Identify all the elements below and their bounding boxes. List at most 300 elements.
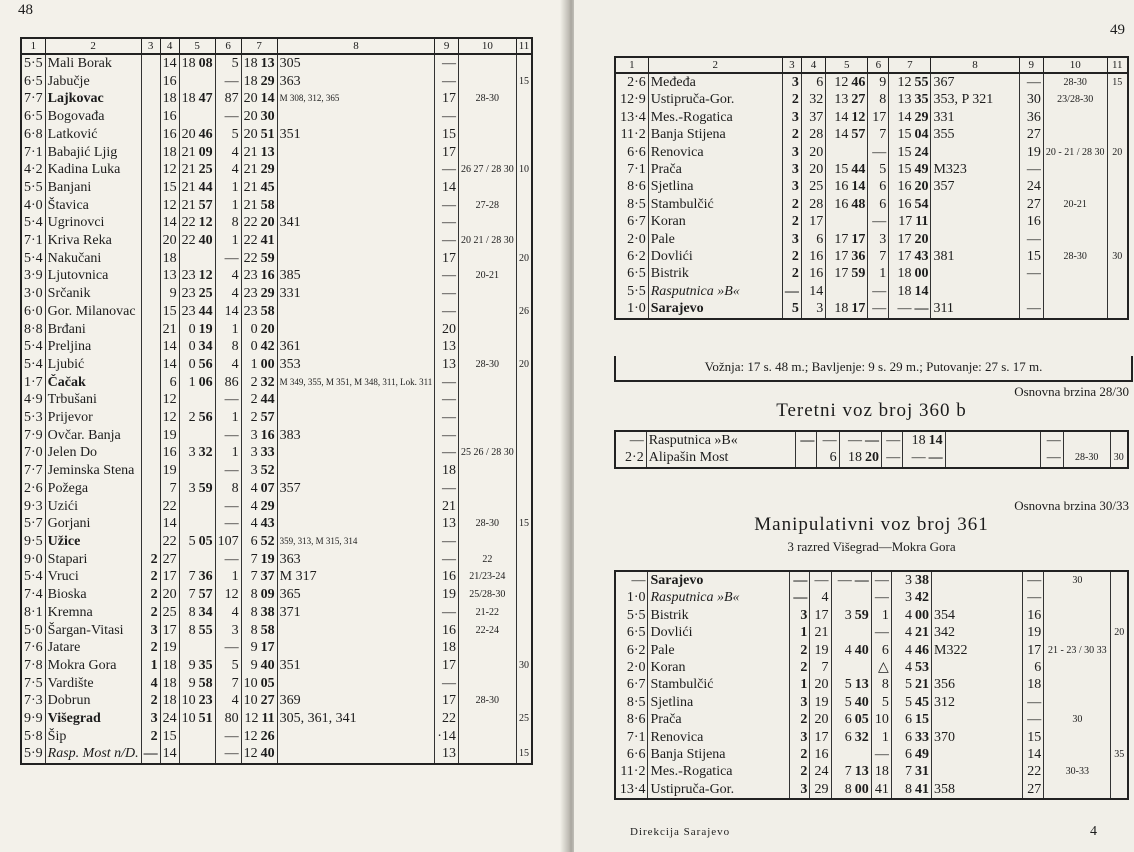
arrival-time	[241, 161, 277, 179]
col9-cell: 17	[1023, 642, 1044, 659]
col3-cell	[141, 391, 160, 409]
time-minutes: 44	[198, 303, 213, 319]
departure-time	[831, 781, 871, 799]
col9-cell: 13	[435, 745, 459, 764]
col9-cell: 24	[1019, 178, 1043, 195]
km-cell: 7·6	[21, 639, 45, 657]
station-name: Užice	[45, 533, 141, 551]
col3-cell	[141, 321, 160, 339]
col9-cell: —	[435, 444, 459, 462]
time-minutes: 19	[198, 321, 213, 337]
time-minutes: 49	[915, 747, 930, 763]
time-minutes: 57	[851, 127, 866, 143]
col10-cell: 28-30	[458, 515, 516, 533]
col6-cell: 8	[215, 338, 241, 356]
table-row	[615, 781, 1128, 799]
col8-cell	[277, 391, 435, 409]
col10-cell: 20-21	[458, 267, 516, 285]
col6-cell: —	[871, 589, 891, 606]
departure-time	[826, 161, 868, 178]
col8-cell	[931, 231, 1019, 248]
col9-cell: —	[1019, 265, 1043, 282]
departure-time	[831, 659, 871, 676]
col10-cell	[458, 73, 516, 91]
col3-cell	[141, 161, 160, 179]
col3-cell	[141, 303, 160, 321]
departure-time	[826, 196, 868, 213]
time-minutes: —	[914, 301, 929, 317]
col10-cell: 25/28-30	[458, 586, 516, 604]
col3-cell: 4	[141, 675, 160, 693]
col3-cell	[141, 462, 160, 480]
time-hour: 14	[897, 109, 912, 125]
col11-cell	[516, 197, 532, 215]
col3-cell: 3	[141, 710, 160, 728]
col3-cell: 2	[790, 746, 810, 763]
arrival-time	[241, 391, 277, 409]
arrival-time	[241, 144, 277, 162]
col11-cell: 25	[516, 710, 532, 728]
arrival-time	[903, 431, 945, 449]
table-row	[21, 533, 532, 551]
km-cell: 7·1	[21, 144, 45, 162]
time-hour: 8	[905, 781, 913, 797]
table-row	[615, 161, 1128, 178]
time-minutes: 42	[260, 339, 275, 355]
table-row	[615, 763, 1128, 780]
time-hour: 20	[243, 126, 258, 142]
time-hour: 9	[188, 657, 196, 673]
time-hour: 4	[905, 660, 913, 676]
col3-cell	[141, 126, 160, 144]
km-cell: 9·3	[21, 498, 45, 516]
table-row	[21, 197, 532, 215]
time-hour: 20	[243, 109, 258, 125]
col10-cell	[1043, 265, 1107, 282]
time-hour: 4	[250, 498, 258, 514]
col10-cell	[1044, 676, 1111, 693]
col4-cell: 7	[160, 480, 179, 498]
col6-cell: —	[215, 462, 241, 480]
time-hour: 4	[905, 607, 913, 623]
col11-cell	[516, 214, 532, 232]
departure-time	[179, 533, 215, 551]
col9-cell: —	[1023, 711, 1044, 728]
time-minutes: 11	[915, 214, 929, 230]
footer-number: 4	[1090, 824, 1098, 839]
time-minutes: 36	[198, 569, 213, 585]
km-cell: 11·2	[615, 763, 648, 780]
col8-cell	[931, 144, 1019, 161]
col6-cell: —	[215, 498, 241, 516]
col8-cell: 358	[932, 781, 1023, 799]
departure-time	[826, 300, 868, 318]
station-name: Dovlići	[648, 248, 782, 265]
col8-cell: 342	[932, 624, 1023, 641]
time-minutes: 20	[914, 231, 929, 247]
col9-cell: —	[1041, 431, 1063, 449]
col8-cell: 351	[277, 126, 435, 144]
arrival-time	[889, 91, 931, 108]
time-minutes: 44	[198, 179, 213, 195]
col3-cell: 2	[141, 604, 160, 622]
arrival-time	[241, 338, 277, 356]
departure-time	[179, 551, 215, 569]
col6-cell: —	[215, 728, 241, 746]
col10-cell	[1044, 659, 1111, 676]
arrival-time	[891, 746, 931, 763]
km-cell: 7·4	[21, 586, 45, 604]
time-hour: 3	[250, 427, 258, 443]
left-page-number: 48	[18, 2, 33, 18]
col6-cell: 7	[215, 675, 241, 693]
col11-cell	[516, 498, 532, 516]
col3-cell	[141, 515, 160, 533]
col3-cell: 2	[790, 642, 810, 659]
col11-cell: 30	[1110, 449, 1128, 467]
col9-cell: 16	[1023, 607, 1044, 624]
time-minutes: 45	[915, 694, 930, 710]
col4-cell: 9	[160, 285, 179, 303]
time-hour: 10	[243, 693, 258, 709]
arrival-time	[241, 515, 277, 533]
time-hour: 16	[897, 196, 912, 212]
arrival-time	[241, 90, 277, 108]
station-name: Banja Stijena	[648, 126, 782, 143]
col8-cell: 305	[277, 54, 435, 73]
col9-cell: —	[1023, 571, 1044, 589]
col9-cell: 17	[435, 90, 459, 108]
km-cell: 6·0	[21, 303, 45, 321]
departure-time	[179, 586, 215, 604]
time-hour: 6	[905, 712, 913, 728]
col6-cell: 7	[868, 126, 889, 143]
col11-cell	[1107, 161, 1128, 178]
time-minutes: 59	[851, 266, 866, 282]
station-name: Bistrik	[648, 265, 782, 282]
table-row	[615, 571, 1128, 589]
col11-cell: 30	[1107, 248, 1128, 265]
journey-summary: Vožnja: 17 s. 48 m.; Bavljenje: 9 s. 29 m.; Putovanje: 27 s. 17 m.	[614, 356, 1133, 382]
col6-cell: 1	[215, 179, 241, 197]
col10-cell: 20 21 / 28 30	[458, 232, 516, 250]
time-hour: —	[837, 573, 852, 588]
col4-cell: 14	[160, 356, 179, 374]
col6-cell: 4	[215, 144, 241, 162]
time-minutes: 57	[198, 197, 213, 213]
table-row	[21, 250, 532, 268]
col6-cell: 8	[215, 214, 241, 232]
time-hour: 6	[844, 729, 852, 745]
km-cell: 7·1	[21, 232, 45, 250]
table-row	[615, 196, 1128, 213]
col10-cell: 28-30	[1043, 73, 1107, 91]
time-hour: 21	[181, 179, 196, 195]
time-minutes: 46	[851, 75, 866, 90]
right-col-header-5: 5	[826, 57, 868, 73]
col9-cell: —	[435, 232, 459, 250]
col6-cell: —	[215, 427, 241, 445]
col4-cell: 6	[801, 73, 825, 91]
col10-cell: 22	[458, 551, 516, 569]
station-name: Preljina	[45, 338, 141, 356]
station-name: Jabučje	[45, 73, 141, 91]
col6-cell: 8	[215, 480, 241, 498]
arrival-time	[241, 604, 277, 622]
time-hour: 2	[188, 410, 196, 426]
departure-time	[826, 213, 868, 230]
col8-cell	[932, 659, 1023, 676]
table-row	[615, 449, 1128, 467]
arrival-time	[241, 462, 277, 480]
col10-cell: 22-24	[458, 622, 516, 640]
col6-cell: 18	[871, 763, 891, 780]
time-hour: 18	[181, 91, 196, 107]
arrival-time	[241, 622, 277, 640]
time-hour: 21	[243, 162, 258, 178]
col11-cell	[1111, 763, 1128, 780]
arrival-time	[241, 498, 277, 516]
col8-cell	[932, 571, 1023, 589]
col4-cell: 22	[160, 533, 179, 551]
time-hour: 14	[834, 109, 849, 125]
col4-cell: 12	[160, 197, 179, 215]
col11-cell	[516, 374, 532, 392]
col6-cell: —	[868, 283, 889, 300]
col4-cell: 18	[160, 144, 179, 162]
col11-cell: 15	[516, 745, 532, 764]
col8-cell: 312	[932, 694, 1023, 711]
table-row	[615, 642, 1128, 659]
col8-cell	[931, 283, 1019, 300]
table-row	[21, 126, 532, 144]
time-minutes: 56	[198, 410, 213, 426]
time-hour: 0	[188, 356, 196, 372]
arrival-time	[241, 675, 277, 693]
col9-cell: 15	[435, 126, 459, 144]
col10-cell	[1043, 283, 1107, 300]
arrival-time	[889, 196, 931, 213]
col3-cell: 3	[790, 694, 810, 711]
time-hour: 5	[905, 694, 913, 710]
arrival-time	[241, 250, 277, 268]
time-minutes: 58	[260, 197, 275, 213]
time-minutes: 13	[260, 144, 275, 160]
station-name: Bogovađa	[45, 108, 141, 126]
col10-cell	[458, 498, 516, 516]
col8-cell	[277, 462, 435, 480]
km-cell: 8·5	[615, 694, 648, 711]
departure-time	[179, 179, 215, 197]
table-row	[21, 745, 532, 764]
time-minutes: 33	[260, 445, 275, 461]
time-minutes: 05	[198, 533, 213, 549]
col4-cell: 12	[160, 409, 179, 427]
time-minutes: 27	[851, 92, 866, 108]
col10-cell	[458, 480, 516, 498]
arrival-time	[241, 303, 277, 321]
time-minutes: 08	[198, 56, 213, 71]
col9-cell: —	[435, 108, 459, 126]
table-row	[615, 729, 1128, 746]
departure-time	[839, 449, 881, 467]
col3-cell: 2	[790, 659, 810, 676]
col9-cell: 14	[1023, 746, 1044, 763]
col11-cell	[516, 232, 532, 250]
table-row	[615, 624, 1128, 641]
table-row	[615, 91, 1128, 108]
time-minutes: 17	[851, 231, 866, 247]
km-cell: 7·1	[615, 729, 648, 746]
col9-cell: —	[435, 303, 459, 321]
col10-cell	[1044, 607, 1111, 624]
table-row	[615, 73, 1128, 91]
time-hour: 21	[181, 144, 196, 160]
time-hour: 22	[181, 215, 196, 231]
time-hour: 16	[897, 179, 912, 195]
col3-cell: 1	[790, 676, 810, 693]
time-minutes: 29	[260, 162, 275, 178]
departure-time	[179, 338, 215, 356]
table-row	[21, 728, 532, 746]
col4-cell: 16	[160, 444, 179, 462]
col11-cell: 20	[516, 356, 532, 374]
time-hour: 8	[250, 622, 258, 638]
time-minutes: 44	[260, 392, 275, 408]
col9-cell: —	[435, 285, 459, 303]
km-cell: 6·7	[615, 676, 648, 693]
col8-cell	[277, 639, 435, 657]
col4-cell: 6	[817, 449, 839, 467]
col4-cell: 17	[810, 729, 831, 746]
time-minutes: 12	[851, 109, 866, 125]
time-hour: 18	[243, 73, 258, 89]
col10-cell	[1043, 300, 1107, 318]
col3-cell: 3	[782, 178, 801, 195]
col8-cell: 369	[277, 692, 435, 710]
time-hour: 15	[834, 162, 849, 178]
col11-cell	[516, 533, 532, 551]
time-minutes: 11	[261, 711, 275, 727]
arrival-time	[891, 571, 931, 589]
col11-cell: 30	[516, 657, 532, 675]
arrival-time	[889, 144, 931, 161]
col9-cell: ·14	[435, 728, 459, 746]
time-hour: 3	[188, 480, 196, 496]
col11-cell	[1111, 676, 1128, 693]
col3-cell: 2	[782, 248, 801, 265]
col9-cell: —	[1023, 589, 1044, 606]
time-minutes: 12	[198, 215, 213, 231]
col11-cell	[1111, 607, 1128, 624]
col6-cell: 5	[215, 126, 241, 144]
arrival-time	[889, 300, 931, 318]
arrival-time	[889, 231, 931, 248]
km-cell: 8·6	[615, 711, 648, 728]
time-hour: 0	[188, 339, 196, 355]
col8-cell: 371	[277, 604, 435, 622]
time-minutes: 57	[198, 587, 213, 603]
station-name: Srčanik	[45, 285, 141, 303]
time-minutes: 40	[260, 746, 275, 762]
left-col-header-1: 1	[21, 38, 45, 54]
col4-cell: 19	[810, 642, 831, 659]
time-hour: 0	[250, 321, 258, 337]
station-name: Sarajevo	[648, 571, 790, 589]
col4-cell: 15	[160, 179, 179, 197]
time-minutes: 29	[260, 286, 275, 302]
station-name: Gor. Milanovac	[45, 303, 141, 321]
col3-cell: 3	[790, 607, 810, 624]
arrival-time	[889, 126, 931, 143]
col4-cell: 14	[160, 338, 179, 356]
left-col-header-10: 10	[458, 38, 516, 54]
col10-cell	[458, 427, 516, 445]
left-col-header-7: 7	[241, 38, 277, 54]
col4-cell: 22	[160, 498, 179, 516]
col6-cell: 6	[868, 178, 889, 195]
table-row	[21, 161, 532, 179]
col3-cell: 3	[782, 144, 801, 161]
table-row	[21, 427, 532, 445]
col4-cell: 6	[801, 231, 825, 248]
col6-cell: —	[215, 108, 241, 126]
time-hour: 4	[250, 480, 258, 496]
col11-cell	[516, 391, 532, 409]
time-minutes: 57	[260, 410, 275, 426]
time-minutes: 14	[928, 433, 943, 448]
table-row	[615, 676, 1128, 693]
arrival-time	[889, 265, 931, 282]
col6-cell: —	[868, 213, 889, 230]
time-minutes: 25	[198, 162, 213, 178]
km-cell: 6·2	[615, 248, 648, 265]
col6-cell: —	[868, 144, 889, 161]
departure-time	[831, 694, 871, 711]
col11-cell	[516, 179, 532, 197]
col8-cell: 367	[931, 73, 1019, 91]
col8-cell	[945, 431, 1041, 449]
section2-table	[614, 570, 1129, 800]
time-minutes: 34	[198, 604, 213, 620]
section1-speed: Osnovna brzina 28/30	[1014, 384, 1129, 399]
col8-cell	[277, 498, 435, 516]
km-cell: 8·8	[21, 321, 45, 339]
col8-cell: 370	[932, 729, 1023, 746]
col8-cell	[945, 449, 1041, 467]
col3-cell: 2	[790, 711, 810, 728]
arrival-time	[891, 642, 931, 659]
departure-time	[826, 178, 868, 195]
col4-cell: 14	[160, 745, 179, 764]
time-minutes: 48	[851, 196, 866, 212]
arrival-time	[891, 607, 931, 624]
col10-cell	[1043, 213, 1107, 230]
col10-cell	[458, 745, 516, 764]
col4-cell: 14	[160, 515, 179, 533]
col8-cell: 381	[931, 248, 1019, 265]
col8-cell: 311	[931, 300, 1019, 318]
station-name: Ustipruča-Gor.	[648, 91, 782, 108]
col6-cell: 3	[215, 622, 241, 640]
station-name: Sjetlina	[648, 694, 790, 711]
col4-cell: 19	[160, 639, 179, 657]
col4-cell: 15	[160, 728, 179, 746]
col3-cell	[796, 449, 817, 467]
arrival-time	[891, 676, 931, 693]
col11-cell	[1107, 196, 1128, 213]
km-cell: 5·5	[615, 283, 648, 300]
